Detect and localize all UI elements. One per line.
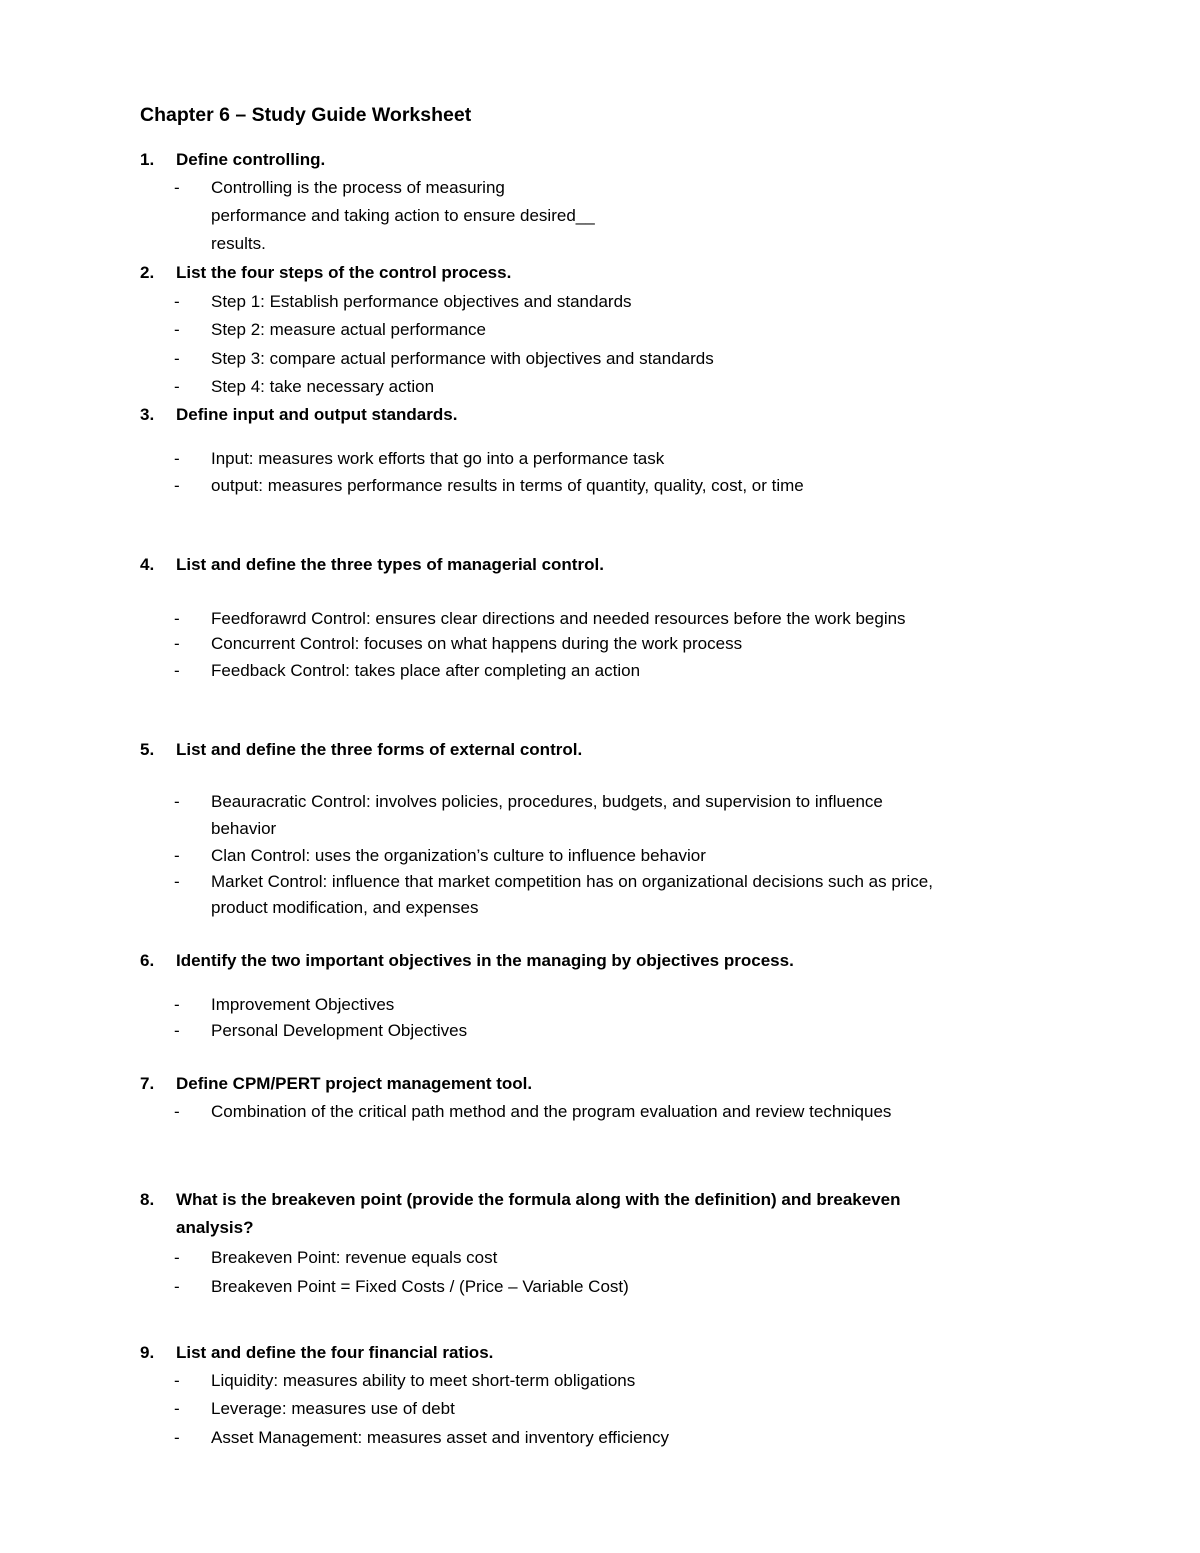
answer-line: Controlling is the process of measuring — [211, 178, 505, 197]
bullet-dash: - — [174, 846, 180, 865]
answer-line: Step 4: take necessary action — [211, 377, 435, 396]
bullet-dash: - — [174, 995, 180, 1014]
bullet-dash: - — [174, 476, 180, 495]
question-text: List and define the three forms of external control. — [176, 740, 583, 759]
question-number: 7. — [140, 1074, 155, 1093]
bullet-dash: - — [174, 1428, 180, 1447]
answer-line: Breakeven Point: revenue equals cost — [211, 1248, 498, 1267]
answer-line: Leverage: measures use of debt — [211, 1399, 455, 1418]
bullet-dash: - — [174, 1277, 180, 1296]
question-text: Identify the two important objectives in the managing by objectives process. — [176, 951, 794, 970]
bullet-dash: - — [174, 349, 180, 368]
question-number: 6. — [140, 951, 155, 970]
question-text: List the four steps of the control process. — [176, 263, 512, 282]
bullet-dash: - — [174, 320, 180, 339]
question-text: List and define the four financial ratios. — [176, 1343, 494, 1362]
bullet-dash: - — [174, 377, 180, 396]
bullet-dash: - — [174, 792, 180, 811]
bullet-dash: - — [174, 609, 180, 628]
page-title: Chapter 6 – Study Guide Worksheet — [140, 104, 472, 126]
answer-line: Combination of the critical path method and the program evaluation and review techniques — [211, 1102, 892, 1121]
answer-line: Step 2: measure actual performance — [211, 320, 486, 339]
bullet-dash: - — [174, 634, 180, 653]
question-text-continued: analysis? — [176, 1218, 254, 1237]
answer-line: Step 3: compare actual performance with objectives and standards — [211, 349, 714, 368]
question-number: 5. — [140, 740, 155, 759]
question-number: 1. — [140, 150, 155, 169]
answer-line: Breakeven Point = Fixed Costs / (Price – Variable Cost) — [211, 1277, 629, 1296]
answer-line: Clan Control: uses the organization’s culture to influence behavior — [211, 846, 706, 865]
answer-line: Feedforawrd Control: ensures clear directions and needed resources before the work begins — [211, 609, 906, 628]
bullet-dash: - — [174, 1102, 180, 1121]
answer-line: results. — [211, 234, 266, 253]
answer-line: Personal Development Objectives — [211, 1021, 468, 1040]
question-text: Define controlling. — [176, 150, 326, 169]
question-text: List and define the three types of managerial control. — [176, 555, 604, 574]
question-number: 8. — [140, 1190, 155, 1209]
answer-line: Step 1: Establish performance objectives and standards — [211, 292, 632, 311]
answer-line: behavior — [211, 819, 277, 838]
bullet-dash: - — [174, 1371, 180, 1390]
question-number: 3. — [140, 405, 155, 424]
bullet-dash: - — [174, 1021, 180, 1040]
answer-line: Input: measures work efforts that go into a performance task — [211, 449, 665, 468]
bullet-dash: - — [174, 449, 180, 468]
bullet-dash: - — [174, 872, 180, 891]
question-text: Define input and output standards. — [176, 405, 458, 424]
bullet-dash: - — [174, 1399, 180, 1418]
answer-line: output: measures performance results in terms of quantity, quality, cost, or time — [211, 476, 804, 495]
answer-line: Beauracratic Control: involves policies, procedures, budgets, and supervision to influence — [211, 792, 883, 811]
question-text: Define CPM/PERT project management tool. — [176, 1074, 533, 1093]
answer-line: Feedback Control: takes place after completing an action — [211, 661, 641, 680]
answer-line: product modification, and expenses — [211, 898, 479, 917]
bullet-dash: - — [174, 292, 180, 311]
question-number: 9. — [140, 1343, 155, 1362]
answer-line: performance and taking action to ensure desired__ — [211, 206, 595, 225]
answer-line: Market Control: influence that market competition has on organizational decisions such as price, — [211, 872, 933, 891]
bullet-dash: - — [174, 178, 180, 197]
question-text: What is the breakeven point (provide the formula along with the definition) and breakeven — [176, 1190, 901, 1209]
bullet-dash: - — [174, 1248, 180, 1267]
answer-line: Concurrent Control: focuses on what happens during the work process — [211, 634, 743, 653]
answer-line: Improvement Objectives — [211, 995, 395, 1014]
question-number: 2. — [140, 263, 155, 282]
answer-line: Liquidity: measures ability to meet short-term obligations — [211, 1371, 636, 1390]
question-number: 4. — [140, 555, 155, 574]
bullet-dash: - — [174, 661, 180, 680]
answer-line: Asset Management: measures asset and inventory efficiency — [211, 1428, 669, 1447]
